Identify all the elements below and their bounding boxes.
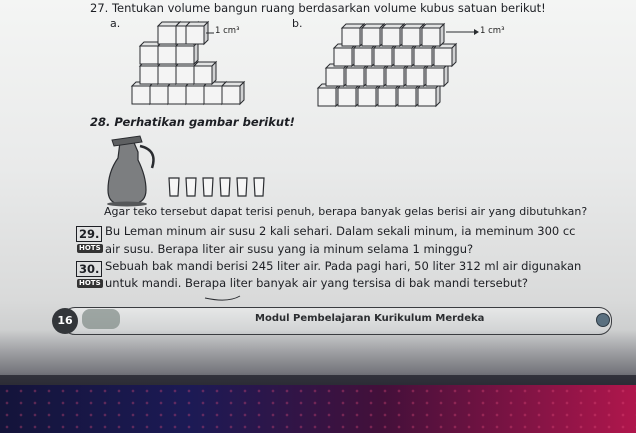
page-number: 16: [52, 308, 78, 334]
cube-figure-b: [318, 24, 479, 106]
question-29-line1: Bu Leman minum air susu 2 kali sehari. Dalam sekali minum, ia meminum 300 cc: [105, 224, 576, 238]
unit-label-a: 1 cm³: [215, 26, 240, 36]
figure-b-label: b.: [292, 17, 303, 30]
cube-figure-a: [132, 22, 244, 104]
hots-badge-29: HOTS: [79, 244, 101, 252]
question-30-number: 30.: [76, 261, 102, 277]
figure-a-label: a.: [110, 17, 121, 30]
question-28-heading: 28. Perhatikan gambar berikut!: [90, 115, 295, 129]
question-30-line2: untuk mandi. Berapa liter banyak air yang tersisa di bak mandi tersebut?: [105, 276, 528, 290]
question-28-text: Agar teko tersebut dapat terisi penuh, berapa banyak gelas berisi air yang dibutuhkan?: [104, 205, 588, 218]
footer-dot-icon: [596, 313, 610, 327]
teapot-illustration: [107, 136, 154, 207]
page-shadow: [0, 330, 636, 390]
footer-title: Modul Pembelajaran Kurikulum Merdeka: [255, 313, 485, 324]
fabric-pattern: [0, 385, 636, 433]
footer-tab-decoration: [82, 309, 120, 329]
question-29-line2: air susu. Berapa liter air susu yang ia minum selama 1 minggu?: [105, 242, 474, 256]
question-29-number: 29.: [76, 226, 102, 242]
question-30-line1: Sebuah bak mandi berisi 245 liter air. Pada pagi hari, 50 liter 312 ml air digunakan: [105, 259, 582, 273]
question-27: 27. Tentukan volume bangun ruang berdasarkan volume kubus satuan berikut!: [90, 1, 546, 15]
glasses-illustration: [169, 178, 264, 196]
hots-badge-30: HOTS: [79, 279, 101, 287]
unit-label-b: 1 cm³: [480, 26, 505, 36]
